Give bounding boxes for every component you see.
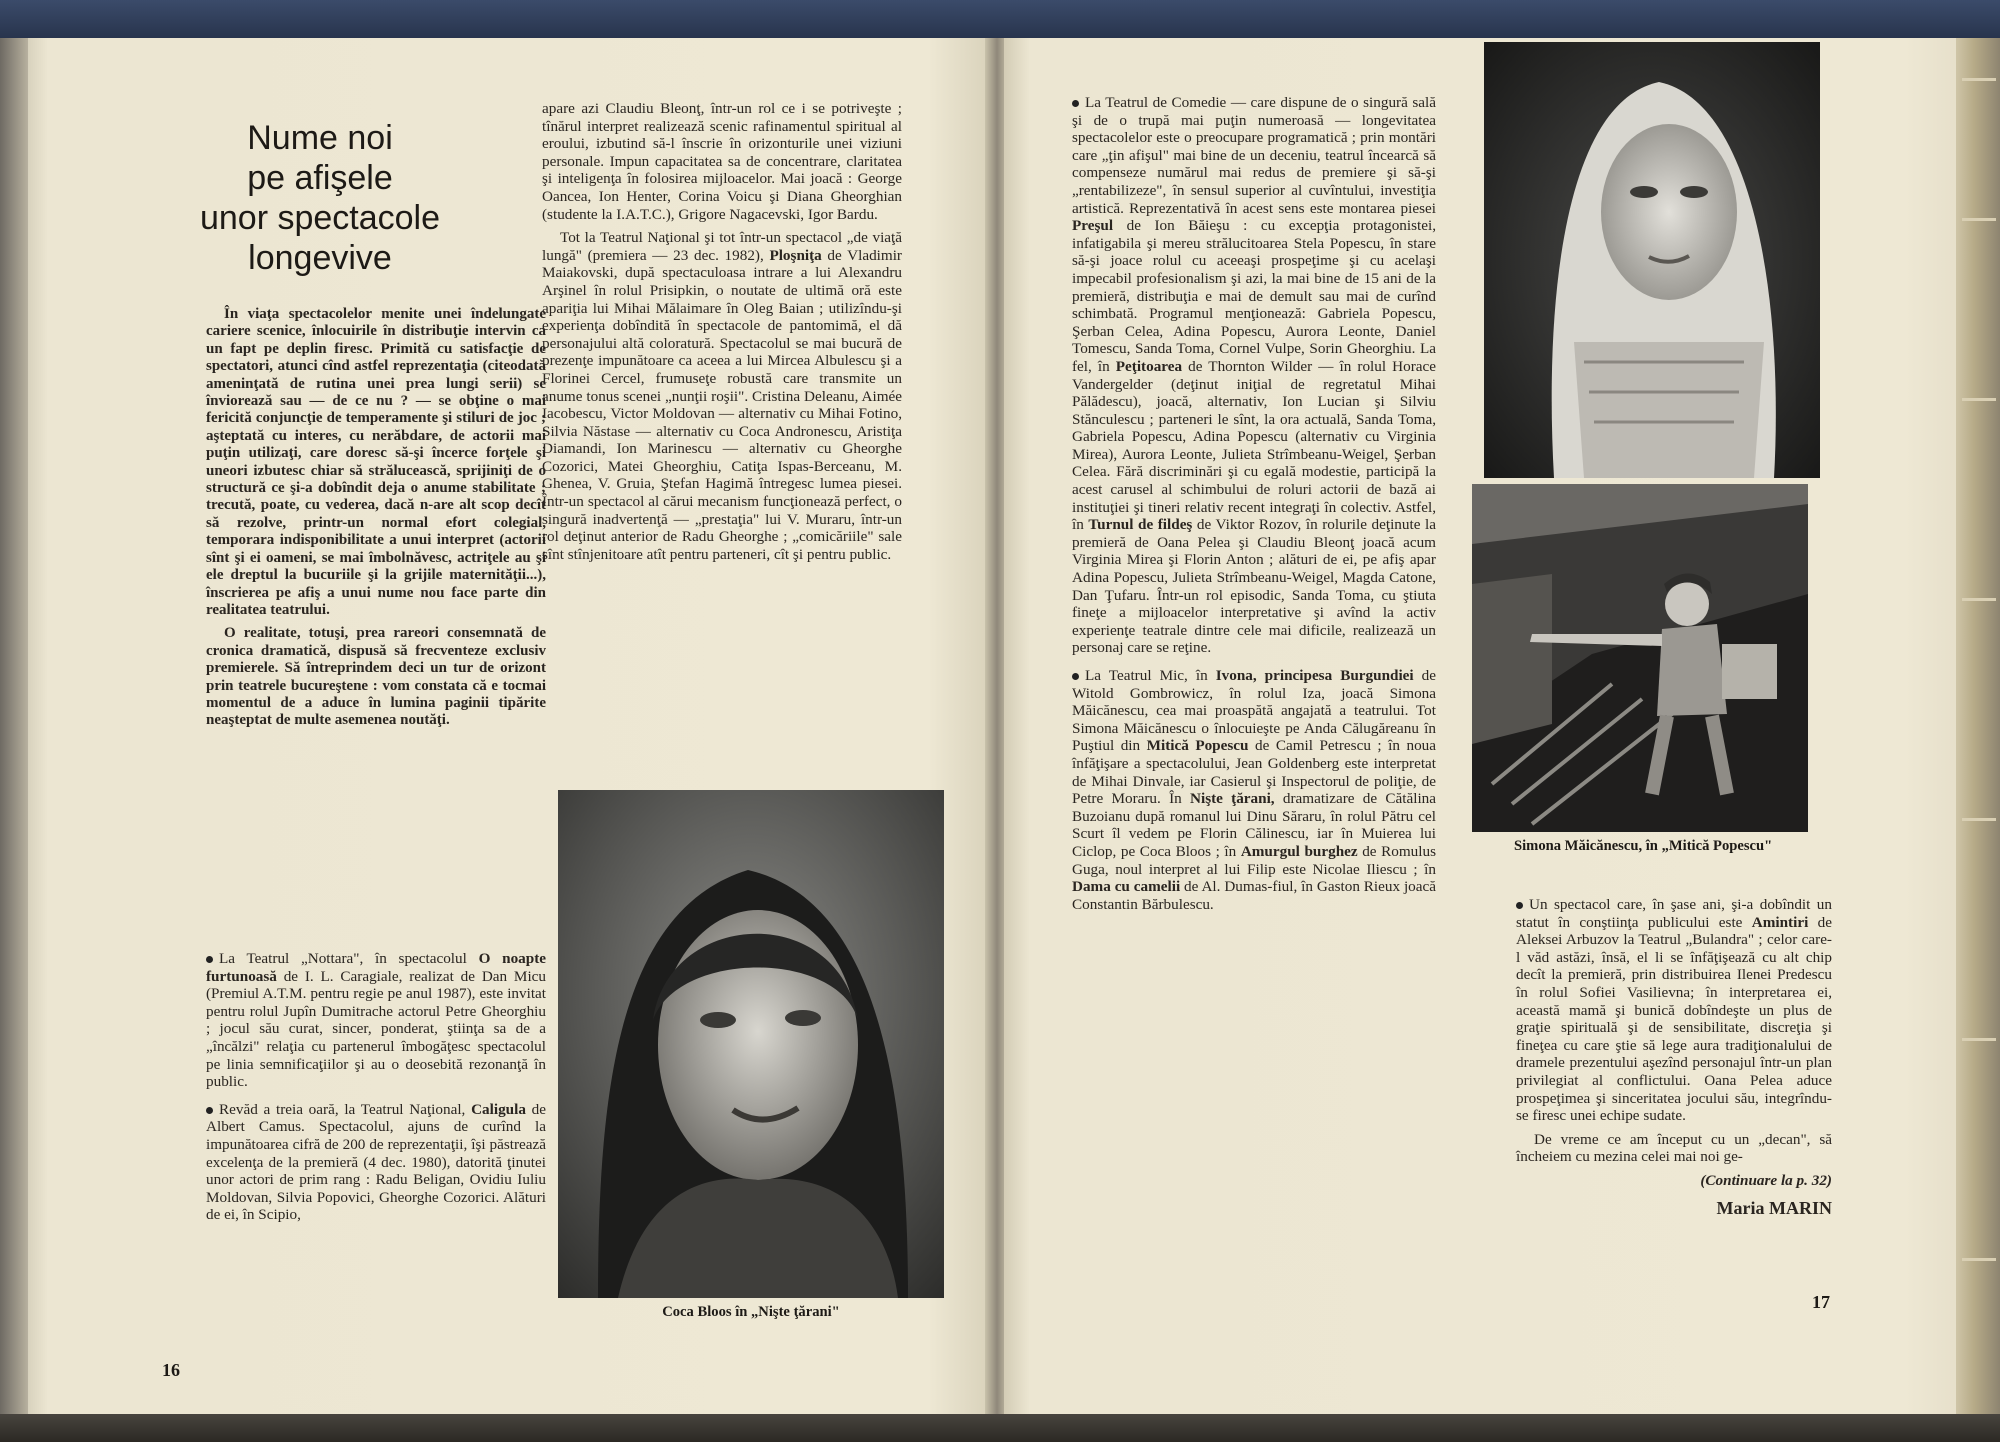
left-column-2 — [542, 100, 902, 569]
title-line: longevive — [248, 239, 392, 277]
title-line: pe afişele — [247, 159, 393, 197]
paragraph: Revăd a treia oară, la Teatrul Naţional, Caligula de Albert Camus. Spectacolul, ajuns de curînd la impunătoarea cifră de 200 de reprezentaţii, îşi păstrează excelenţa de la premieră (4 dec. 1980), datorită ţinutei unor actori de prim rang : Radu Beligan, Ovidiu Iuliu Moldovan, Silvia Popovici, Gheorghe Cozorici. Alături de ei, în Scipio, — [206, 1100, 546, 1224]
book-binding-bottom — [0, 1412, 2000, 1442]
paragraph: apare azi Claudiu Bleonţ, într-un rol ce i se potriveşte ; tînărul interpret realizează scenic rafinamentul spiritual al eroului, izbutind să-l înscrie în orizonturile unei viziuni personale. Impun capacitatea sa de concentrare, claritatea şi inteligenţa în folosirea mijloacelor. Mai joacă : George Oancea, Ion Henter, Corina Voicu şi Diana Gheorghian (studente la I.A.T.C.), Grigore Nagacevski, Igor Bardu. — [542, 100, 902, 223]
article-title — [170, 118, 470, 278]
left-page — [28, 38, 990, 1414]
right-column-1 — [1072, 94, 1436, 919]
right-column-2 — [1516, 896, 1832, 1223]
photo-simona-maicanescu — [1472, 484, 1808, 832]
paragraph: Tot la Teatrul Naţional şi tot într-un spectacol „de viaţă lungă" (premiera — 23 dec. 1982), Ploşniţa de Vladimir Maiakovski, după spectaculoasa intrare a lui Alexandru Arşinel în rolul Prisipkin, o noutate de ultimă oră este apariţia lui Mihai Mălaimare în Oleg Baian ; utilizîndu-şi experienţa dobîndită în spectacole de pantomimă, el dă personajului altă coloratură. Spectacolul se mai bucură de prezenţe impunătoare ca aceea a lui Mircea Albulescu şi a Florinei Cercel, frumuseţe robustă care transmite un anume tonus scenei „nunţii roşii". Cristina Deleanu, Aimée Iacobescu, Victor Moldovan — alternativ cu Mihai Fotino, Silvia Năstase — alternativ cu Coca Andronescu, Aristiţa Diamandi, Ion Marinescu — alternativ cu Gheorghe Cozorici, Matei Gheorghiu, Catiţa Ispas-Berceanu, M. Ghenea, V. Gruia, Ştefan Hagimă întregesc lumea piesei. Într-un spectacol al cărui mecanism funcţionează perfect, o singură inadvertenţă — „prestaţia" lui V. Muraru, într-un rol deţinut anterior de Radu Gheorghe ; „comicăriile" sale sînt stînjenitoare atît pentru parteneri, cît şi pentru public. — [542, 229, 902, 563]
left-page-edge — [0, 38, 30, 1414]
paragraph: La Teatrul de Comedie — care dispune de o singură sală şi de o trupă mai puţin numeroasă — longevitatea spectacolelor este o preocupare programatică ; prin montări care „ţin afişul" mai bine de un deceniu, teatrul încearcă să compenseze numărul mai redus de premiere şi să-şi „rentabilizeze", în sensul superior al cuvîntului, investiţia artistică. Reprezentativă în acest sens este montarea piesei Preşul de Ion Băieşu : cu excepţia protagonistei, infatigabila şi mereu strălucitoarea Stela Popescu, în stare să-şi joace rolul cu aceeaşi prospeţime şi cu acelaşi impecabil profesionalism şi azi, la mai bine de 15 ani de la premieră, distribuţia e mai de demult sau mai de curînd schimbată. Programul menţionează: Gabriela Popescu, Şerban Celea, Adina Popescu, Aurora Leonte, Daniel Tomescu, Sanda Toma, Cornel Vulpe, Sorin Gheorghiu. La fel, în Peţitoarea de Thornton Wilder — în rolul Horace Vandergelder (deţinut iniţial de regretatul Mihai Pălădescu), joacă, alternativ, Ion Lucian şi Silviu Stănculescu ; parteneri le sînt, la ora actuală, Sanda Toma, Gabriela Popescu, Adina Popescu (alternativ cu Virginia Mirea), Aurora Leonte, Julieta Strîmbeanu-Weigel, Şerban Celea. Fără discriminări şi cu egală modestie, participă la acest carusel al schimbului de roluri actorii de bază ai instituţiei şi tineri relativ recent integraţi în colectiv. Astfel, în Turnul de fildeş de Viktor Rozov, în rolurile deţinute la premieră de Oana Pelea şi Claudiu Bleonţ joacă acum Virginia Mirea şi Florin Anton ; alături de ei, pe afiş apar Adina Popescu, Julieta Strîmbeanu-Weigel, Magda Catone, Dan Ţufaru. Într-un rol episodic, Sanda Toma, cu ştiuta fineţe a mijloacelor interpretative şi avînd la activ experienţe teatrale dintre cele mai dificile, realizează un personaj care se reţine. — [1072, 94, 1436, 657]
bullet-icon — [1072, 100, 1079, 107]
stage-photo-image — [1472, 484, 1808, 832]
photo-sanda-toma — [1484, 42, 1820, 478]
right-page — [1004, 38, 1960, 1414]
left-column-1-body — [206, 950, 546, 1230]
left-column-1 — [206, 306, 546, 736]
continuation-note: (Continuare la p. 32) — [1700, 1171, 1832, 1189]
bullet-icon — [206, 956, 213, 963]
lead-paragraph: O realitate, totuşi, prea rareori consemnată de cronica dramatică, dispusă să frecventeze exclusiv premierele. Să întreprindem deci un tur de orizont prin teatrele bucureştene : vom constata că e tocmai momentul de a aduce în lumina paginii tipărite neaşteptat de multe asemenea noutăţi. — [206, 625, 546, 729]
paragraph: La Teatrul Mic, în Ivona, principesa Burgundiei de Witold Gombrowicz, în rolul Iza, joacă Simona Măicănescu, cea mai proaspătă angajată a teatrului. Tot Simona Măicănescu o înlocuieşte pe Anda Călugăreanu în Puştiul din Mitică Popescu de Camil Petrescu ; în noua înfăţişare a spectacolului, Jean Goldenberg este interpretat de Mihai Dinvale, iar Casierul şi Inspectorul de poliţie, de Petre Moraru. În Nişte ţărani, dramatizare de Cătălina Buzoianu după romanul lui Dinu Săraru, în rolul Pătru cel Scurt îl vedem pe Florin Călinescu, iar în Muierea lui Ciclop, pe Coca Bloos ; în Amurgul burghez de Romulus Guga, noul interpret al lui Filip este Nicolae Iliescu ; în Dama cu camelii de Al. Dumas-fiul, în Gaston Rieux joacă Constantin Bărbulescu. — [1072, 667, 1437, 913]
photo-caption: Simona Măicănescu, în „Mitică Popescu" — [1514, 838, 1773, 854]
title-line: unor spectacole — [199, 199, 441, 237]
page-number: 17 — [1812, 1292, 1830, 1312]
bullet-icon — [1072, 673, 1079, 680]
paragraph: La Teatrul „Nottara", în spectacolul O noapte furtunoasă de I. L. Caragiale, realizat de Dan Micu (Premiul A.T.M. pentru regie pe anul 1987), este invitat pentru rolul Jupîn Dumitrache actorul Petre Gheorghiu ; jocul său curat, sincer, ponderat, ştiinţa sa de a „încălzi" relaţia cu partenerul îmbogăţesc spectacolul pe linia semnificaţiilor şi au o deosebită rezonanţă în public. — [206, 950, 546, 1091]
portrait-image — [558, 790, 944, 1298]
lead-paragraph: În viaţa spectacolelor menite unei îndelungate cariere scenice, înlocuirile în distribuţie intervin ca un fapt pe deplin firesc. Primită cu satisfacţie de spectatori, atunci cînd astfel reprezentaţia (citeodată ameninţată de rutina unei prea lungi serii) se înviorează sau — de ce nu ? — se obţine o mai fericită conjuncţie de temperamente şi stiluri de joc ; aşteptată cu interes, cu nerăbdare, de actorii mai puţin utilizaţi, care doresc să-şi încerce forţele şi uneori izbutesc chiar să strălucească, sprijiniţi de o structură ce şi-a dobîndit deja o anume stabilitate ; trecută, poate, cu vederea, dacă n-are alt scop decît să rezolve, printr-un normal efort colegial, temporara indisponibilitate a unui interpret (actorii sînt şi ei oameni, se mai îmbolnăvesc, actriţele au şi ele dreptul la bucuriile şi la grijile maternităţii...), înscrierea pe afiş a unui nume nou face parte din realitatea teatrului. — [206, 306, 546, 618]
photo-caption: Coca Bloos în „Nişte ţărani" — [662, 1304, 840, 1320]
bullet-icon — [1516, 902, 1523, 909]
author-byline: Maria MARIN — [1716, 1197, 1832, 1218]
bullet-icon — [206, 1107, 213, 1114]
photo-coca-bloos — [558, 790, 944, 1298]
paragraph: De vreme ce am început cu un „decan", să încheiem cu mezina celei mai noi ge- — [1516, 1130, 1832, 1166]
title-line: Nume noi — [247, 119, 393, 157]
book-fore-edge — [1956, 38, 2000, 1414]
paragraph: Un spectacol care, în şase ani, şi-a dobîndit un statut în conştiinţa publicului este Amintiri de Aleksei Arbuzov la Teatrul „Bulandra" ; celor care-l văd astăzi, însă, el li se înfăţişează cu alt chip decît la premieră, prin distribuirea Ilenei Predescu în rolul Sofiei Vasilievna; în interpretarea ei, această mamă şi bunică dobîndeşte un plus de graţie spirituală şi de sensibilitate, discreţia şi fineţea cu care ştie să lege aura tradiţionalului de dramele prezentului aşezînd personajul într-un plan privilegiat al conflictului. Oana Pelea aduce prospeţimea şi sinceritatea jocului său, integrîndu-se firesc unei echipe sudate. — [1516, 896, 1832, 1125]
page-number: 16 — [162, 1360, 180, 1380]
book-binding-top — [0, 0, 2000, 42]
portrait-image — [1484, 42, 1820, 478]
